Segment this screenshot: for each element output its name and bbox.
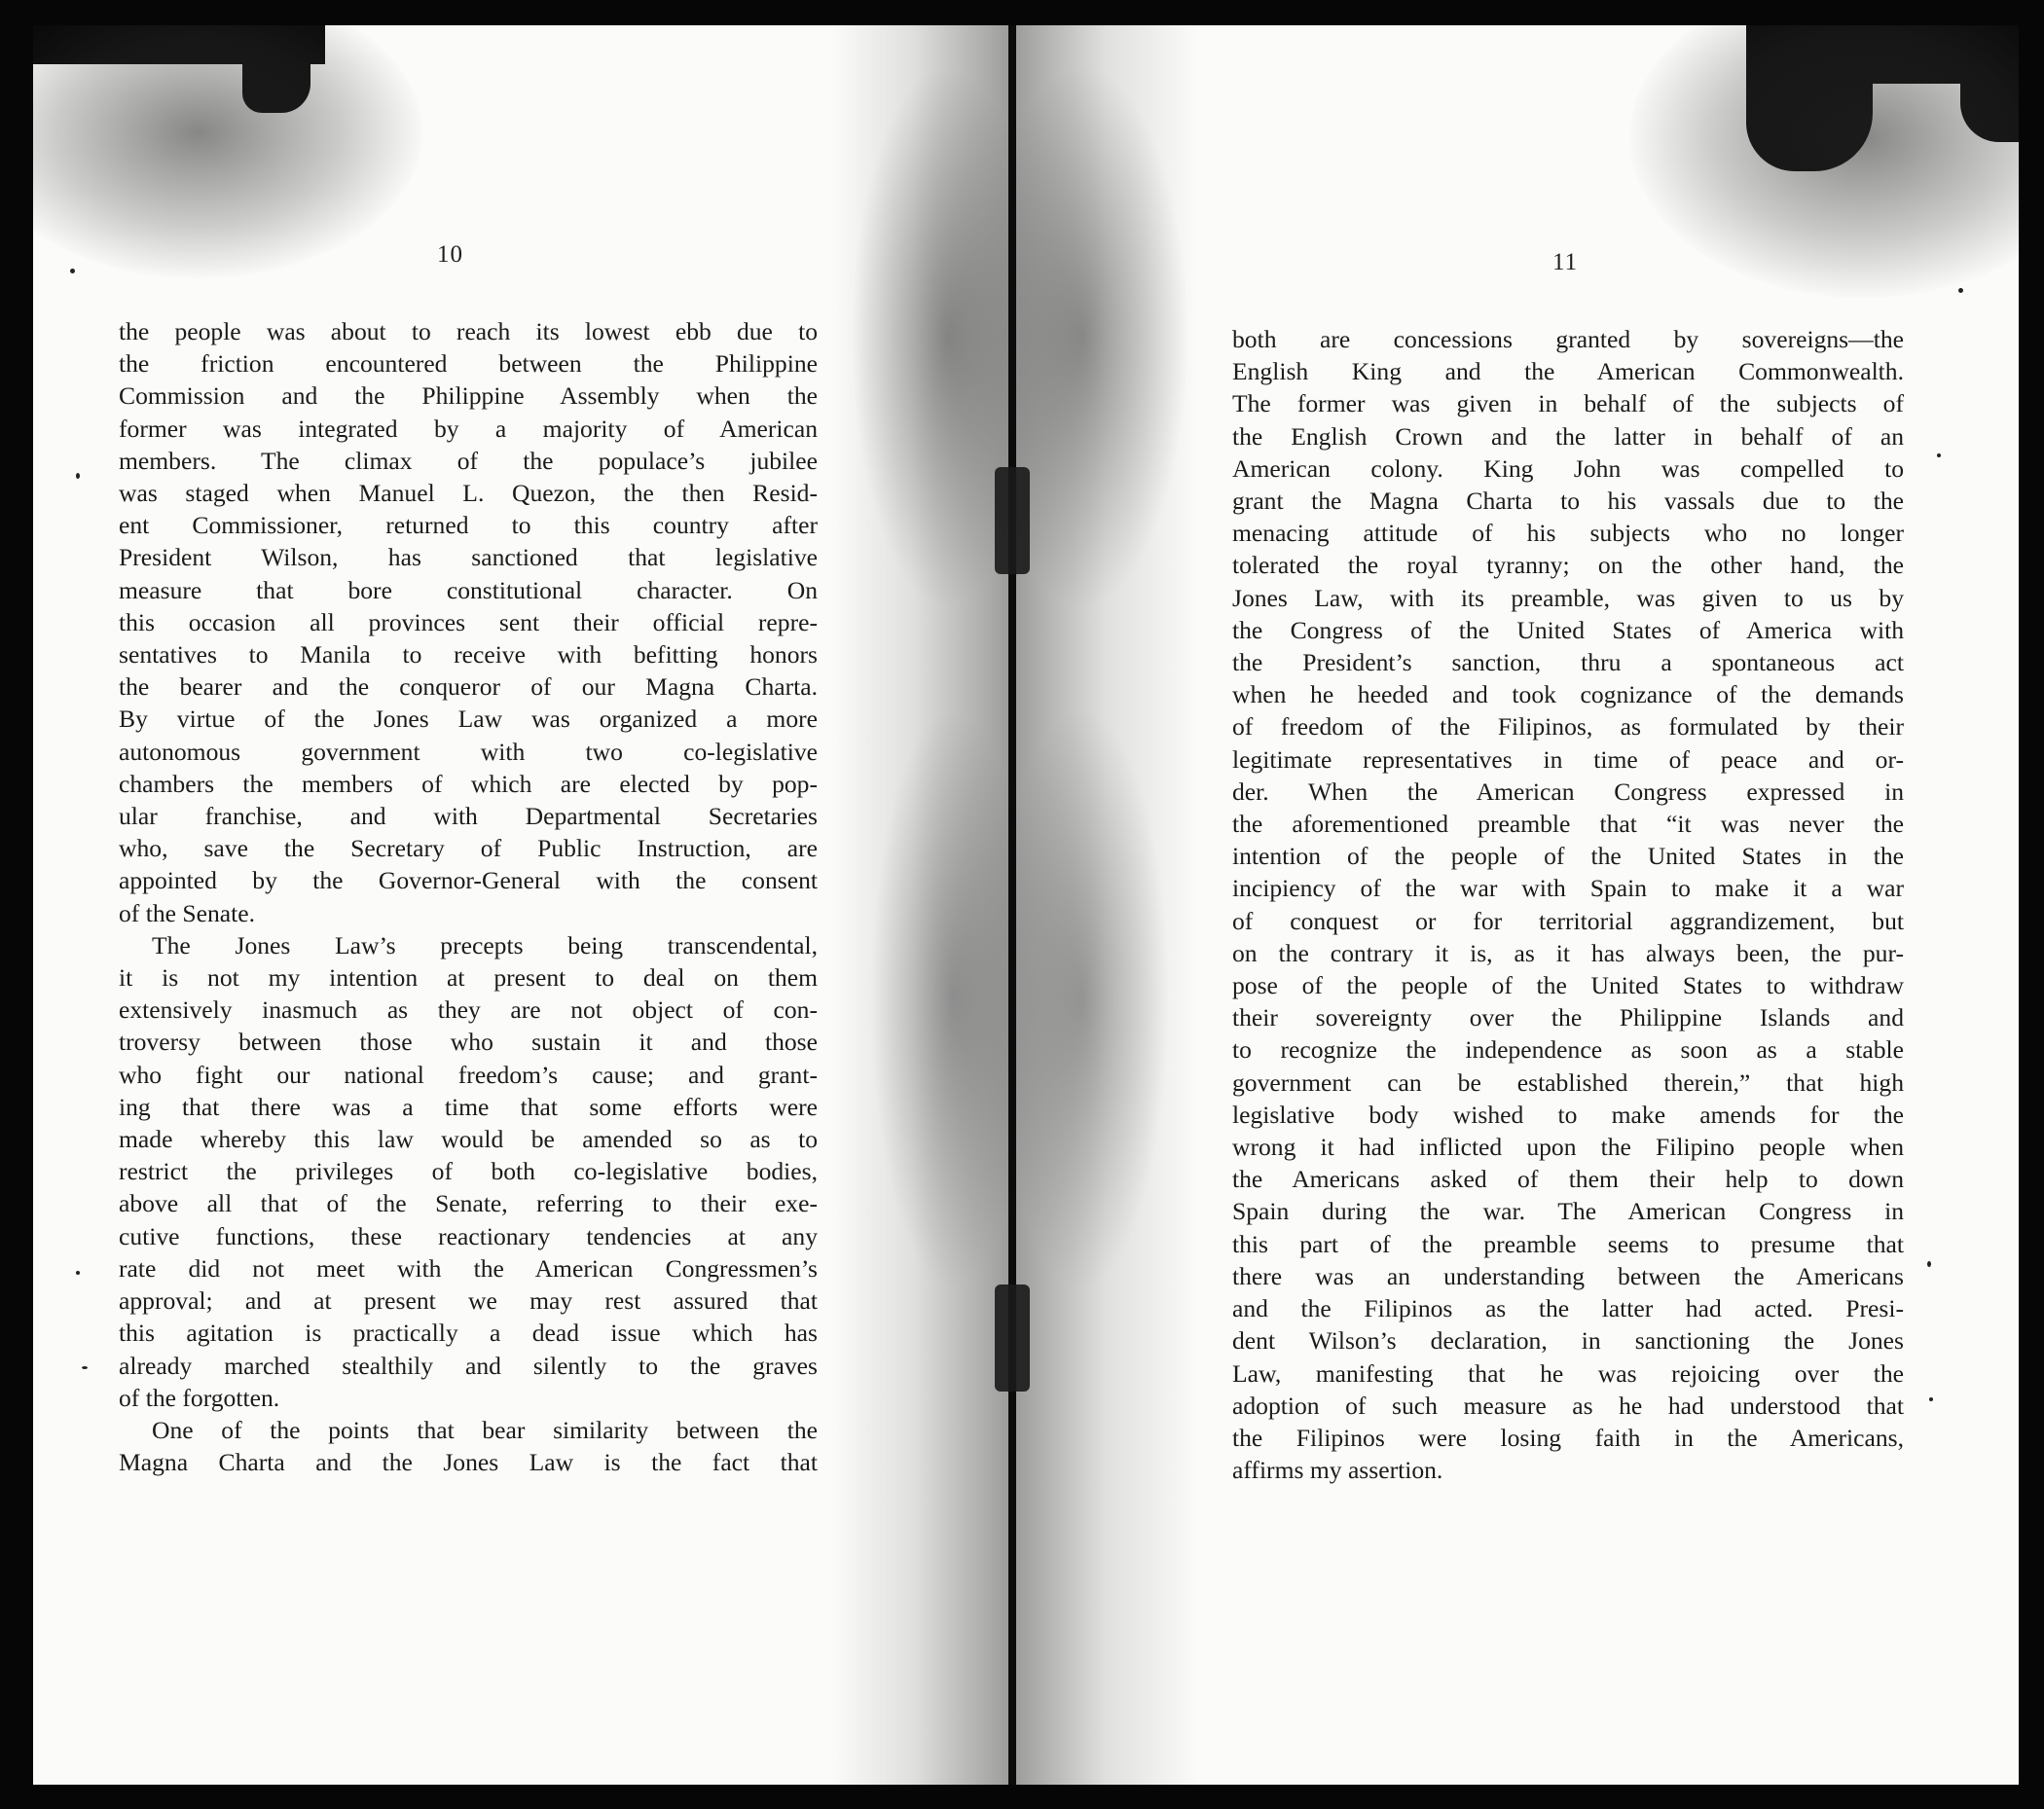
text-line: this part of the preamble seems to presume that [1232, 1229, 1904, 1258]
text-line: rate did not meet with the American Congressmen’s [119, 1253, 818, 1283]
stain-gutter-right-upper [1014, 64, 1189, 609]
text-line: the Congress of the United States of America with [1232, 615, 1904, 644]
text-line: ular franchise, and with Departmental Secretaries [119, 802, 818, 831]
text-line: President Wilson, has sanctioned that legislative [119, 543, 818, 572]
text-line: intention of the people of the United States in the [1232, 842, 1904, 871]
text-line: wrong it had inflicted upon the Filipino people when [1232, 1133, 1904, 1162]
text-line: already marched stealthily and silently to the graves [119, 1351, 818, 1380]
text-line: extensively inasmuch as they are not object of con- [119, 995, 818, 1025]
burn-damage-top-right [1766, 25, 2019, 84]
text-line: The former was given in behalf of the subjects of [1232, 389, 1904, 418]
text-line: the aforementioned preamble that “it was never the [1232, 810, 1904, 839]
stain-gutter-right-middle [1014, 706, 1170, 1290]
text-line: By virtue of the Jones Law was organized a more [119, 705, 818, 734]
speck [70, 269, 75, 273]
text-line: legitimate representatives in time of peace and or- [1232, 744, 1904, 774]
speck [82, 1366, 88, 1369]
speck [1929, 1397, 1933, 1401]
text-line: affirms my assertion. [1232, 1456, 1443, 1485]
page-number: 10 [437, 241, 463, 268]
burn-damage-top-right-corner [1960, 25, 2019, 142]
text-line: when he heeded and took cognizance of the demands [1232, 680, 1904, 709]
text-line: of the forgotten. [119, 1383, 280, 1412]
text-line: chambers the members of which are elected by pop- [119, 769, 818, 798]
text-line: tolerated the royal tyranny; on the other hand, the [1232, 551, 1904, 580]
text-line: their sovereignty over the Philippine Islands and [1232, 1003, 1904, 1032]
text-line: who fight our national freedom’s cause; and grant- [119, 1060, 818, 1089]
text-line: grant the Magna Charta to his vassals due to the [1232, 487, 1904, 516]
text-line: government can be established therein,” that high [1232, 1067, 1904, 1097]
text-line: Jones Law, with its preamble, was given to us by [1232, 583, 1904, 612]
text-line: appointed by the Governor-General with the consent [119, 866, 818, 895]
text-line: above all that of the Senate, referring to their exe- [119, 1189, 818, 1218]
speck [76, 1271, 80, 1275]
text-line: there was an understanding between the Americans [1232, 1261, 1904, 1290]
right-page-body [1232, 323, 1904, 1486]
stain-top-left [33, 25, 422, 278]
binding-tape-lower [995, 1284, 1030, 1392]
text-line: incipiency of the war with Spain to make it a war [1232, 874, 1904, 903]
left-page [33, 25, 1010, 1785]
text-line: who, save the Secretary of Public Instruction, are [119, 834, 818, 863]
binding-tape-upper [995, 467, 1030, 574]
text-line: der. When the American Congress expressed in [1232, 777, 1904, 806]
text-line: it is not my intention at present to deal on them [119, 963, 818, 993]
burn-damage-top-right-notch [1746, 25, 1873, 171]
text-line: troversy between those who sustain it and those [119, 1028, 818, 1057]
text-line: Spain during the war. The American Congress in [1232, 1197, 1904, 1226]
speck [76, 473, 80, 479]
text-line: made whereby this law would be amended so as to [119, 1125, 818, 1154]
text-line: both are concessions granted by sovereigns—the [1232, 325, 1904, 353]
right-page [1014, 25, 2019, 1785]
text-line: Magna Charta and the Jones Law is the fact that [119, 1448, 818, 1477]
text-line: American colony. King John was compelled to [1232, 453, 1904, 483]
text-line: of freedom of the Filipinos, as formulated by their [1232, 712, 1904, 742]
text-line: the friction encountered between the Philippine [119, 349, 818, 379]
text-line: the English Crown and the latter in behalf of an [1232, 421, 1904, 451]
text-line: the Filipinos were losing faith in the Americans, [1232, 1423, 1904, 1452]
stain-gutter-left-middle [870, 706, 1010, 1290]
text-line: measure that bore constitutional character. On [119, 575, 818, 604]
left-page-body [119, 315, 818, 1478]
speck [1927, 1261, 1931, 1267]
gutter-shadow-left [831, 25, 1010, 1785]
text-line: sentatives to Manila to receive with befitting honors [119, 640, 818, 669]
text-line: autonomous government with two co-legislative [119, 737, 818, 766]
text-line: ing that there was a time that some efforts were [119, 1092, 818, 1121]
speck [1958, 288, 1963, 293]
text-line: cutive functions, these reactionary tendencies at any [119, 1221, 818, 1250]
text-line: to recognize the independence as soon as a stable [1232, 1035, 1904, 1065]
text-line: of conquest or for territorial aggrandizement, but [1232, 906, 1904, 935]
text-line: Law, manifesting that he was rejoicing over the [1232, 1358, 1904, 1388]
text-line: former was integrated by a majority of American [119, 414, 818, 443]
text-line: Commission and the Philippine Assembly when the [119, 381, 818, 411]
burn-damage-top-left [33, 25, 325, 64]
text-line: menacing attitude of his subjects who no longer [1232, 519, 1904, 548]
text-line: adoption of such measure as he had understood that [1232, 1391, 1904, 1420]
text-line: One of the points that bear similarity between the [152, 1415, 818, 1444]
text-line: and the Filipinos as the latter had acted. Presi- [1232, 1294, 1904, 1323]
text-line: on the contrary it is, as it has always been, the pur- [1232, 938, 1904, 967]
text-line: this agitation is practically a dead issue which has [119, 1319, 818, 1348]
text-line: the people was about to reach its lowest ebb due to [119, 317, 818, 345]
text-line: English King and the American Commonwealth. [1232, 357, 1904, 386]
speck [1937, 453, 1941, 457]
text-line: legislative body wished to make amends for the [1232, 1100, 1904, 1129]
text-line: The Jones Law’s precepts being transcendental, [152, 930, 818, 959]
text-line: pose of the people of the United States to withdraw [1232, 971, 1904, 1000]
text-line: restrict the privileges of both co-legislative bodies, [119, 1157, 818, 1186]
page-number: 11 [1552, 249, 1579, 275]
text-line: approval; and at present we may rest assured that [119, 1286, 818, 1316]
text-line: this occasion all provinces sent their official repre- [119, 607, 818, 636]
stain-gutter-left-upper [851, 64, 1010, 609]
burn-damage-top-left-notch [242, 25, 310, 113]
text-line: the President’s sanction, thru a spontaneous act [1232, 648, 1904, 677]
book-spine [1008, 25, 1016, 1785]
text-line: members. The climax of the populace’s jubilee [119, 446, 818, 475]
text-line: dent Wilson’s declaration, in sanctioning the Jones [1232, 1326, 1904, 1356]
gutter-shadow-right [1014, 25, 1199, 1785]
text-line: the Americans asked of them their help to down [1232, 1165, 1904, 1194]
stain-top-right [1629, 25, 2019, 298]
text-line: was staged when Manuel L. Quezon, the then Resid- [119, 479, 818, 508]
text-line: of the Senate. [119, 898, 256, 927]
text-line: the bearer and the conqueror of our Magna Charta. [119, 672, 818, 702]
text-line: ent Commissioner, returned to this country after [119, 511, 818, 540]
